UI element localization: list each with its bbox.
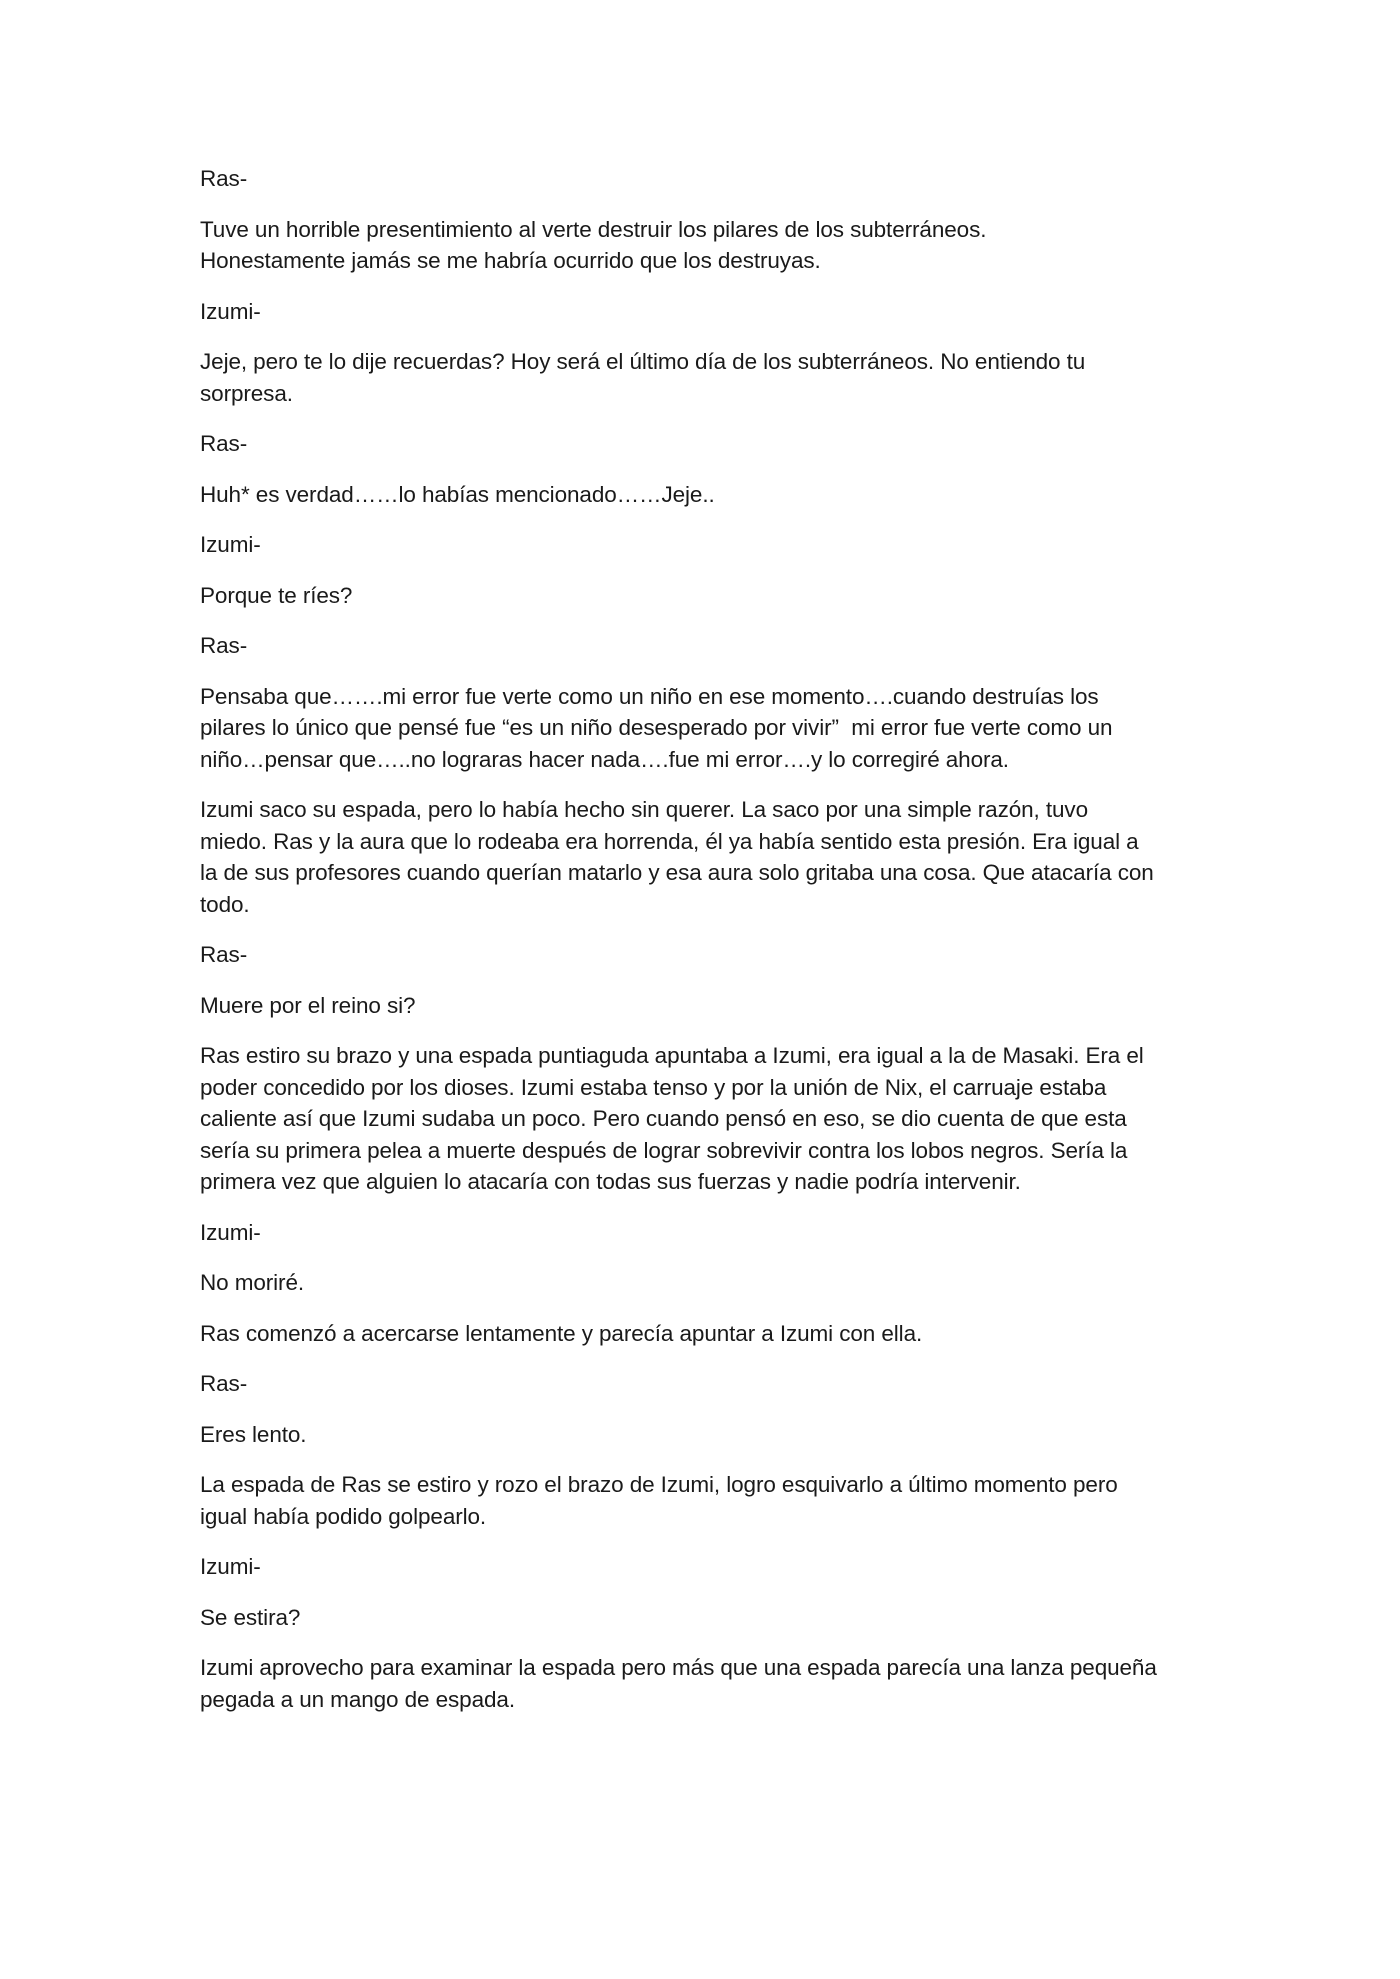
dialogue-line: Huh* es verdad……lo habías mencionado……Jeje.. xyxy=(200,481,715,507)
dialogue-line: Porque te ríes? xyxy=(200,582,353,608)
speaker-label: Izumi- xyxy=(200,1554,261,1579)
speaker-label: Izumi- xyxy=(200,1219,261,1245)
speaker-label: Izumi- xyxy=(200,298,261,324)
speaker-label: Ras- xyxy=(200,1371,248,1396)
narration-paragraph: Izumi aprovecho para examinar la espada pero más que una espada parecía una lanza pequeña pegada a un mango de espada. xyxy=(200,1655,1157,1712)
dialogue-line: Pensaba que…….mi error fue verte como un niño en ese momento….cuando destruías los pilares lo único que pensé fue “es un niño desesperado por vivir” mi error fue verte como un niño…pensar que…..no lograras hacer nada….fue mi error….y lo corregiré ahora. xyxy=(200,683,1113,772)
dialogue-line: Tuve un horrible presentimiento al verte destruir los pilares de los subterráneos. Honestamente jamás se me habría ocurrido que los destruyas. xyxy=(200,216,987,273)
dialogue-line: Eres lento. xyxy=(200,1421,307,1447)
narration-paragraph: Ras comenzó a acercarse lentamente y parecía apuntar a Izumi con ella. xyxy=(200,1320,923,1346)
dialogue-line: No moriré. xyxy=(200,1270,305,1295)
narration-paragraph: La espada de Ras se estiro y rozo el brazo de Izumi, logro esquivarlo a último momento pero igual había podido golpearlo. xyxy=(200,1472,1118,1529)
narration-paragraph: Izumi saco su espada, pero lo había hecho sin querer. La saco por una simple razón, tuvo miedo. Ras y la aura que lo rodeaba era horrenda, él ya había sentido esta presión. Era igual a la de sus profesores cuando querían matarlo y esa aura solo gritaba una cosa. Que atacaría con todo. xyxy=(200,797,1154,917)
speaker-label: Ras- xyxy=(200,166,248,191)
speaker-label: Izumi- xyxy=(200,532,261,557)
dialogue-line: Jeje, pero te lo dije recuerdas? Hoy será el último día de los subterráneos. No entiendo tu sorpresa. xyxy=(200,349,1086,406)
dialogue-line: Muere por el reino si? xyxy=(200,992,416,1018)
speaker-label: Ras- xyxy=(200,942,248,967)
speaker-label: Ras- xyxy=(200,633,248,658)
narration-paragraph: Ras estiro su brazo y una espada puntiaguda apuntaba a Izumi, era igual a la de Masaki. Era el poder concedido por los dioses. Izumi estaba tenso y por la unión de Nix, el carruaje estaba caliente así que Izumi sudaba un poco. Pero cuando pensó en eso, se dio cuenta de que esta sería su primera pelea a muerte después de lograr sobrevivir contra los lobos negros. Sería la primera vez que alguien lo atacaría con todas sus fuerzas y nadie podría intervenir. xyxy=(200,1043,1144,1194)
dialogue-line: Se estira? xyxy=(200,1604,301,1630)
speaker-label: Ras- xyxy=(200,431,248,456)
document-body xyxy=(200,163,1210,1734)
